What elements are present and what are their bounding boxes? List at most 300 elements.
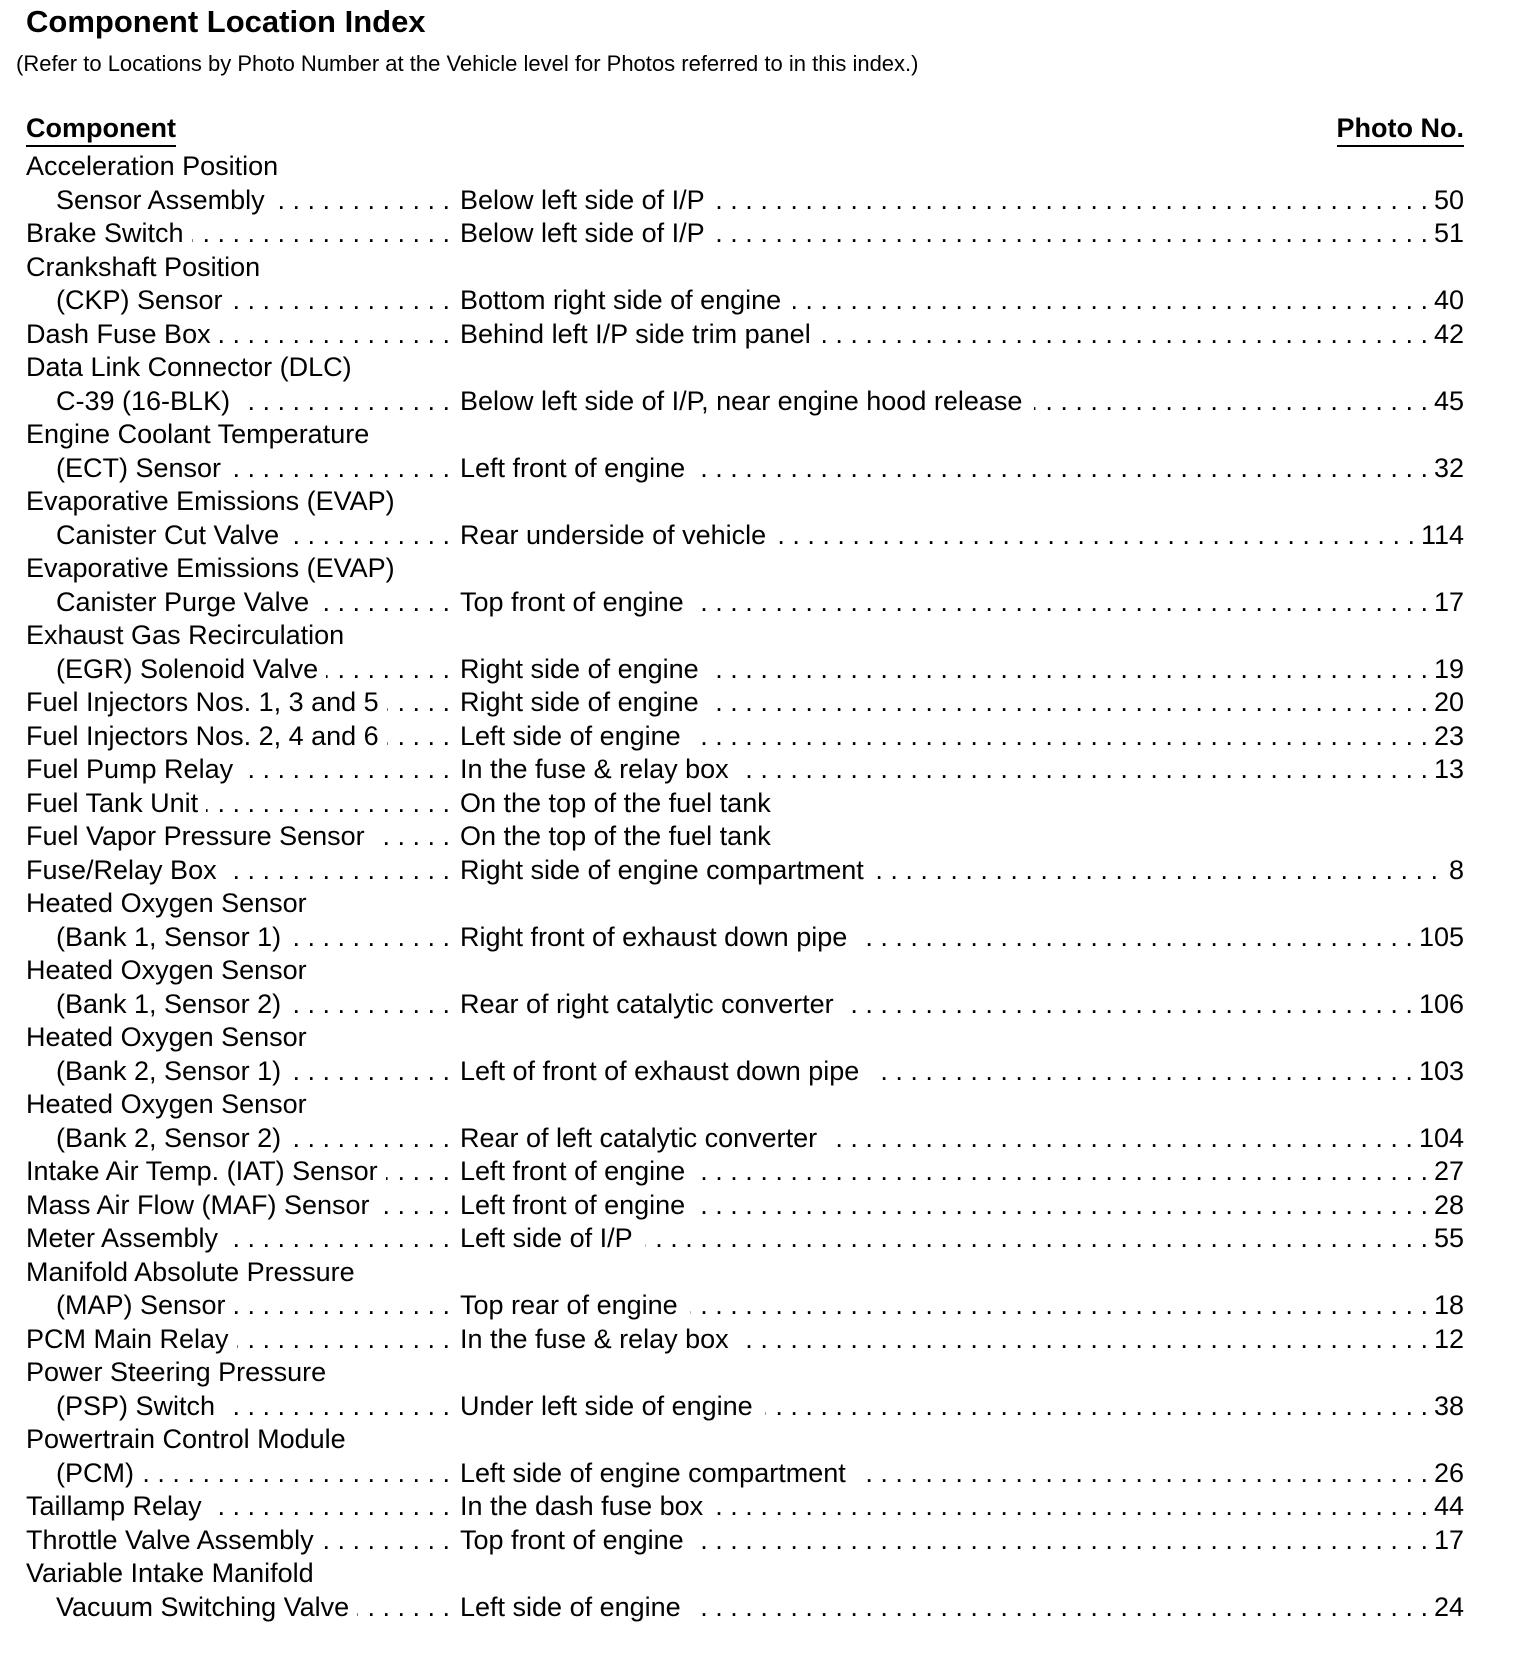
component-name: Power Steering Pressure	[26, 1357, 327, 1387]
location-text: Rear of left catalytic converter	[460, 1122, 818, 1153]
component-name: Engine Coolant Temperature	[26, 419, 370, 449]
index-line	[26, 1457, 1464, 1491]
photo-number: 42	[1433, 318, 1464, 349]
dot-leader	[693, 1591, 1428, 1625]
component-name: (EGR) Solenoid Valve	[56, 653, 319, 684]
component-cell	[26, 820, 460, 854]
dot-leader	[373, 820, 450, 854]
index-entry	[26, 1155, 1464, 1189]
location-text: Right side of engine	[460, 653, 699, 684]
location-cell	[460, 1457, 1464, 1491]
index-line	[26, 552, 1464, 586]
component-name: Exhaust Gas Recirculation	[26, 620, 345, 650]
location-text: Right front of exhaust down pipe	[460, 921, 848, 952]
dot-leader	[326, 653, 450, 687]
component-cell	[26, 418, 460, 452]
dot-leader	[823, 318, 1428, 352]
index-entry	[26, 854, 1464, 888]
index-line	[26, 251, 1464, 285]
column-header-component: Component	[26, 111, 176, 147]
component-cell	[26, 1356, 460, 1390]
index-line	[26, 284, 1464, 318]
index-line	[26, 619, 1464, 653]
dot-leader	[241, 753, 450, 787]
index-line	[26, 1390, 1464, 1424]
dot-leader	[717, 217, 1428, 251]
index-line	[26, 418, 1464, 452]
component-name: Heated Oxygen Sensor	[26, 1022, 307, 1052]
location-cell	[460, 854, 1464, 888]
location-text: Left front of engine	[460, 452, 686, 483]
index-entry	[26, 217, 1464, 251]
location-text: Right side of engine compartment	[460, 854, 864, 885]
photo-number: 28	[1433, 1189, 1464, 1220]
dot-leader	[711, 653, 1428, 687]
component-cell	[26, 887, 460, 921]
photo-number: 13	[1433, 754, 1464, 784]
index-line	[26, 1088, 1464, 1122]
photo-number: 51	[1433, 218, 1464, 248]
component-name: Taillamp Relay	[26, 1491, 202, 1521]
index-line	[26, 1122, 1464, 1156]
location-cell	[460, 452, 1464, 486]
index-line	[26, 184, 1464, 218]
photo-number: 27	[1433, 1156, 1464, 1186]
location-cell	[460, 653, 1464, 687]
index-entry	[26, 485, 1464, 552]
dot-leader	[289, 1122, 450, 1156]
photo-number: 32	[1433, 452, 1464, 483]
location-cell	[460, 1055, 1464, 1089]
location-cell	[460, 720, 1464, 754]
location-cell	[460, 921, 1464, 955]
dot-leader	[697, 452, 1428, 486]
photo-number: 104	[1418, 1122, 1464, 1153]
component-name: Vacuum Switching Valve	[56, 1591, 350, 1622]
component-name: Variable Intake Manifold	[26, 1558, 314, 1588]
component-cell	[26, 284, 460, 318]
component-cell	[26, 921, 460, 955]
component-name: (CKP) Sensor	[56, 285, 223, 315]
component-name: (Bank 1, Sensor 2)	[56, 988, 282, 1019]
dot-leader	[778, 519, 1415, 553]
location-cell	[460, 1155, 1464, 1189]
index-entry	[26, 954, 1464, 1021]
index-entry	[26, 1423, 1464, 1490]
component-cell	[26, 351, 460, 385]
index-entry	[26, 820, 1464, 854]
index-entry	[26, 1356, 1464, 1423]
location-cell	[460, 1289, 1464, 1323]
component-name: Brake Switch	[26, 218, 184, 248]
component-cell	[26, 519, 460, 553]
component-name: Canister Purge Valve	[56, 586, 310, 617]
component-name: Heated Oxygen Sensor	[26, 955, 307, 985]
photo-number: 17	[1433, 586, 1464, 617]
component-name: Throttle Valve Assembly	[26, 1524, 314, 1555]
component-cell	[26, 1490, 460, 1524]
location-text: Rear underside of vehicle	[460, 519, 767, 550]
location-text: In the fuse & relay box	[460, 754, 729, 784]
component-cell	[26, 1289, 460, 1323]
index-line	[26, 1490, 1464, 1524]
component-cell	[26, 1155, 460, 1189]
index-line	[26, 1021, 1464, 1055]
dot-leader	[142, 1457, 450, 1491]
component-cell	[26, 1055, 460, 1089]
dot-leader	[237, 1323, 450, 1357]
location-text: Behind left I/P side trim panel	[460, 318, 811, 349]
component-cell	[26, 954, 460, 988]
photo-number: 44	[1433, 1491, 1464, 1521]
photo-number: 12	[1433, 1323, 1464, 1354]
dot-leader	[645, 1222, 1428, 1256]
component-name: (Bank 2, Sensor 2)	[56, 1122, 282, 1153]
dot-leader	[238, 385, 450, 419]
component-cell	[26, 619, 460, 653]
dot-leader	[690, 1289, 1428, 1323]
index-line	[26, 485, 1464, 519]
dot-leader	[859, 921, 1413, 955]
index-entry	[26, 351, 1464, 418]
index-line	[26, 1189, 1464, 1223]
location-text: On the top of the fuel tank	[460, 787, 771, 818]
dot-leader	[697, 1155, 1428, 1189]
component-name: (PSP) Switch	[56, 1390, 216, 1421]
index-entry	[26, 1088, 1464, 1155]
index-line	[26, 921, 1464, 955]
component-cell	[26, 1189, 460, 1223]
column-header-photo: Photo No.	[1337, 111, 1464, 147]
location-cell	[460, 217, 1464, 251]
page-title: Component Location Index	[26, 4, 426, 39]
index-entry	[26, 150, 1464, 217]
component-cell	[26, 1591, 460, 1625]
location-cell	[460, 1122, 1464, 1156]
index-line	[26, 1323, 1464, 1357]
component-name: Canister Cut Valve	[56, 519, 280, 550]
index-line	[26, 1356, 1464, 1390]
photo-number: 105	[1418, 921, 1464, 952]
index-line	[26, 318, 1464, 352]
component-name: Evaporative Emissions (EVAP)	[26, 486, 395, 516]
index-entry	[26, 1021, 1464, 1088]
location-text: Left front of engine	[460, 1156, 686, 1186]
photo-number: 114	[1420, 519, 1464, 550]
component-cell	[26, 150, 460, 184]
component-name: Heated Oxygen Sensor	[26, 888, 307, 918]
photo-number: 18	[1433, 1290, 1464, 1320]
component-cell	[26, 385, 460, 419]
index-line	[26, 1423, 1464, 1457]
location-text: In the fuse & relay box	[460, 1323, 729, 1354]
location-cell	[460, 1189, 1464, 1223]
location-text: Right side of engine	[460, 687, 699, 717]
dot-leader	[793, 284, 1428, 318]
photo-number: 19	[1433, 653, 1464, 684]
photo-number: 45	[1433, 385, 1464, 416]
component-name: PCM Main Relay	[26, 1323, 229, 1354]
photo-number: 103	[1418, 1055, 1464, 1086]
index-line	[26, 1256, 1464, 1290]
component-name: Fuel Tank Unit	[26, 787, 199, 818]
component-name: (Bank 1, Sensor 1)	[56, 921, 282, 952]
index-line	[26, 150, 1464, 184]
location-text: Left side of engine compartment	[460, 1457, 846, 1488]
location-cell	[460, 1323, 1464, 1357]
index-line	[26, 1055, 1464, 1089]
location-text: On the top of the fuel tank	[460, 821, 771, 851]
component-name: Acceleration Position	[26, 151, 279, 181]
dot-leader	[711, 686, 1428, 720]
dot-leader	[317, 586, 450, 620]
component-cell	[26, 686, 460, 720]
component-cell	[26, 1122, 460, 1156]
index-entry	[26, 1323, 1464, 1357]
photo-number: 20	[1433, 687, 1464, 717]
component-cell	[26, 1524, 460, 1558]
component-name: Intake Air Temp. (IAT) Sensor	[26, 1156, 378, 1186]
component-name: Dash Fuse Box	[26, 318, 211, 349]
component-cell	[26, 1256, 460, 1290]
dot-leader	[289, 921, 450, 955]
dot-leader	[876, 854, 1438, 888]
photo-number: 17	[1433, 1524, 1464, 1555]
photo-number: 40	[1433, 285, 1464, 315]
dot-leader	[717, 184, 1428, 218]
index-entry	[26, 753, 1464, 787]
component-name: Manifold Absolute Pressure	[26, 1256, 355, 1287]
index-line	[26, 954, 1464, 988]
index-entry	[26, 1557, 1464, 1624]
location-cell	[460, 787, 1464, 821]
dot-leader	[858, 1457, 1428, 1491]
index-line	[26, 1557, 1464, 1591]
location-text: Left of front of exhaust down pipe	[460, 1055, 860, 1086]
index-line	[26, 1591, 1464, 1625]
photo-number: 50	[1433, 184, 1464, 215]
index-entry	[26, 1490, 1464, 1524]
index-entry	[26, 787, 1464, 821]
index-line	[26, 1289, 1464, 1323]
location-text: Top front of engine	[460, 586, 684, 617]
component-name: Evaporative Emissions (EVAP)	[26, 553, 395, 583]
location-text: Below left side of I/P	[460, 184, 705, 215]
index-entry	[26, 686, 1464, 720]
component-name: Fuel Injectors Nos. 2, 4 and 6	[26, 720, 379, 751]
component-name: (Bank 2, Sensor 1)	[56, 1055, 282, 1086]
dot-leader	[741, 753, 1428, 787]
location-cell	[460, 318, 1464, 352]
component-cell	[26, 1457, 460, 1491]
location-text: Left front of engine	[460, 1189, 686, 1220]
index-line	[26, 217, 1464, 251]
photo-number: 8	[1448, 854, 1464, 885]
index-entry	[26, 1222, 1464, 1256]
component-cell	[26, 586, 460, 620]
photo-number: 26	[1433, 1457, 1464, 1488]
dot-leader	[693, 720, 1428, 754]
index-entry	[26, 1524, 1464, 1558]
dot-leader	[741, 1323, 1428, 1357]
component-name: Fuel Pump Relay	[26, 754, 234, 784]
index-entry	[26, 720, 1464, 754]
component-cell	[26, 1088, 460, 1122]
dot-leader	[1034, 385, 1428, 419]
component-name: (PCM)	[56, 1457, 134, 1488]
component-name: Fuel Vapor Pressure Sensor	[26, 821, 365, 851]
index-line	[26, 1524, 1464, 1558]
component-name: Heated Oxygen Sensor	[26, 1089, 307, 1119]
dot-leader	[234, 1289, 450, 1323]
location-text: Left side of I/P	[460, 1223, 633, 1253]
location-text: Rear of right catalytic converter	[460, 988, 834, 1019]
index-line	[26, 1155, 1464, 1189]
dot-leader	[206, 787, 450, 821]
component-cell	[26, 1557, 460, 1591]
index-line	[26, 988, 1464, 1022]
component-cell	[26, 318, 460, 352]
dot-leader	[289, 988, 450, 1022]
dot-leader	[192, 217, 450, 251]
index-line	[26, 385, 1464, 419]
location-cell	[460, 519, 1464, 553]
index-line	[26, 720, 1464, 754]
component-name: Crankshaft Position	[26, 251, 261, 282]
component-cell	[26, 184, 460, 218]
dot-leader	[765, 1390, 1428, 1424]
dot-leader	[289, 1055, 450, 1089]
component-cell	[26, 787, 460, 821]
dot-leader	[322, 1524, 450, 1558]
component-cell	[26, 1423, 460, 1457]
dot-leader	[223, 1390, 450, 1424]
dot-leader	[697, 1189, 1428, 1223]
index-line	[26, 586, 1464, 620]
dot-leader	[829, 1122, 1413, 1156]
index-entry	[26, 1189, 1464, 1223]
dot-leader	[387, 720, 450, 754]
index-line	[26, 854, 1464, 888]
location-cell	[460, 586, 1464, 620]
index-entry	[26, 552, 1464, 619]
dot-leader	[696, 1524, 1428, 1558]
location-cell	[460, 686, 1464, 720]
location-cell	[460, 753, 1464, 787]
photo-number: 24	[1433, 1591, 1464, 1622]
dot-leader	[226, 1222, 450, 1256]
dot-leader	[846, 988, 1413, 1022]
location-cell	[460, 284, 1464, 318]
component-name: Data Link Connector (DLC)	[26, 352, 352, 382]
location-text: In the dash fuse box	[460, 1491, 704, 1521]
index-line	[26, 653, 1464, 687]
photo-number: 106	[1418, 988, 1464, 1019]
component-name: Meter Assembly	[26, 1223, 219, 1253]
dot-leader	[225, 854, 450, 888]
component-cell	[26, 1323, 460, 1357]
photo-number: 55	[1433, 1223, 1464, 1253]
index-line	[26, 1222, 1464, 1256]
index-entry	[26, 251, 1464, 318]
component-cell	[26, 251, 460, 285]
component-cell	[26, 854, 460, 888]
index-entry	[26, 418, 1464, 485]
location-cell	[460, 385, 1464, 419]
index-line	[26, 351, 1464, 385]
component-name: Fuse/Relay Box	[26, 854, 217, 885]
location-cell	[460, 1222, 1464, 1256]
location-cell	[460, 1390, 1464, 1424]
component-name: Mass Air Flow (MAF) Sensor	[26, 1189, 370, 1220]
dot-leader	[386, 1155, 450, 1189]
component-name: (ECT) Sensor	[56, 452, 222, 483]
dot-leader	[273, 184, 450, 218]
component-cell	[26, 217, 460, 251]
location-cell	[460, 988, 1464, 1022]
index-line	[26, 787, 1464, 821]
photo-number: 38	[1433, 1390, 1464, 1421]
location-cell	[460, 1524, 1464, 1558]
component-index-list	[26, 150, 1464, 1624]
location-text: Bottom right side of engine	[460, 285, 782, 315]
index-entry	[26, 887, 1464, 954]
component-cell	[26, 1390, 460, 1424]
location-text: Left side of engine	[460, 1591, 681, 1622]
component-cell	[26, 753, 460, 787]
component-name: Sensor Assembly	[56, 184, 265, 215]
dot-leader	[696, 586, 1428, 620]
dot-leader	[357, 1591, 450, 1625]
component-name: Powertrain Control Module	[26, 1424, 346, 1454]
component-name: C-39 (16-BLK)	[56, 385, 231, 416]
location-text: Left side of engine	[460, 720, 681, 751]
index-line	[26, 887, 1464, 921]
dot-leader	[378, 1189, 450, 1223]
photo-number: 23	[1433, 720, 1464, 751]
dot-leader	[231, 284, 450, 318]
component-name: Fuel Injectors Nos. 1, 3 and 5	[26, 687, 379, 717]
component-cell	[26, 720, 460, 754]
index-entry	[26, 1256, 1464, 1323]
component-cell	[26, 552, 460, 586]
dot-leader	[287, 519, 450, 553]
index-line	[26, 452, 1464, 486]
index-line	[26, 820, 1464, 854]
page-note: (Refer to Locations by Photo Number at the Vehicle level for Photos referred to in this index.)	[16, 51, 919, 76]
location-text: Under left side of engine	[460, 1390, 753, 1421]
component-cell	[26, 452, 460, 486]
component-name: (MAP) Sensor	[56, 1290, 226, 1320]
location-text: Top rear of engine	[460, 1290, 678, 1320]
dot-leader	[229, 452, 450, 486]
dot-leader	[210, 1490, 450, 1524]
location-cell	[460, 1490, 1464, 1524]
index-line	[26, 519, 1464, 553]
location-text: Below left side of I/P, near engine hood release	[460, 385, 1023, 416]
index-line	[26, 753, 1464, 787]
dot-leader	[387, 686, 450, 720]
index-entry	[26, 318, 1464, 352]
index-entry	[26, 619, 1464, 686]
component-cell	[26, 988, 460, 1022]
component-cell	[26, 653, 460, 687]
location-text: Below left side of I/P	[460, 218, 705, 248]
dot-leader	[219, 318, 450, 352]
location-cell	[460, 820, 1464, 854]
component-cell	[26, 485, 460, 519]
component-cell	[26, 1021, 460, 1055]
